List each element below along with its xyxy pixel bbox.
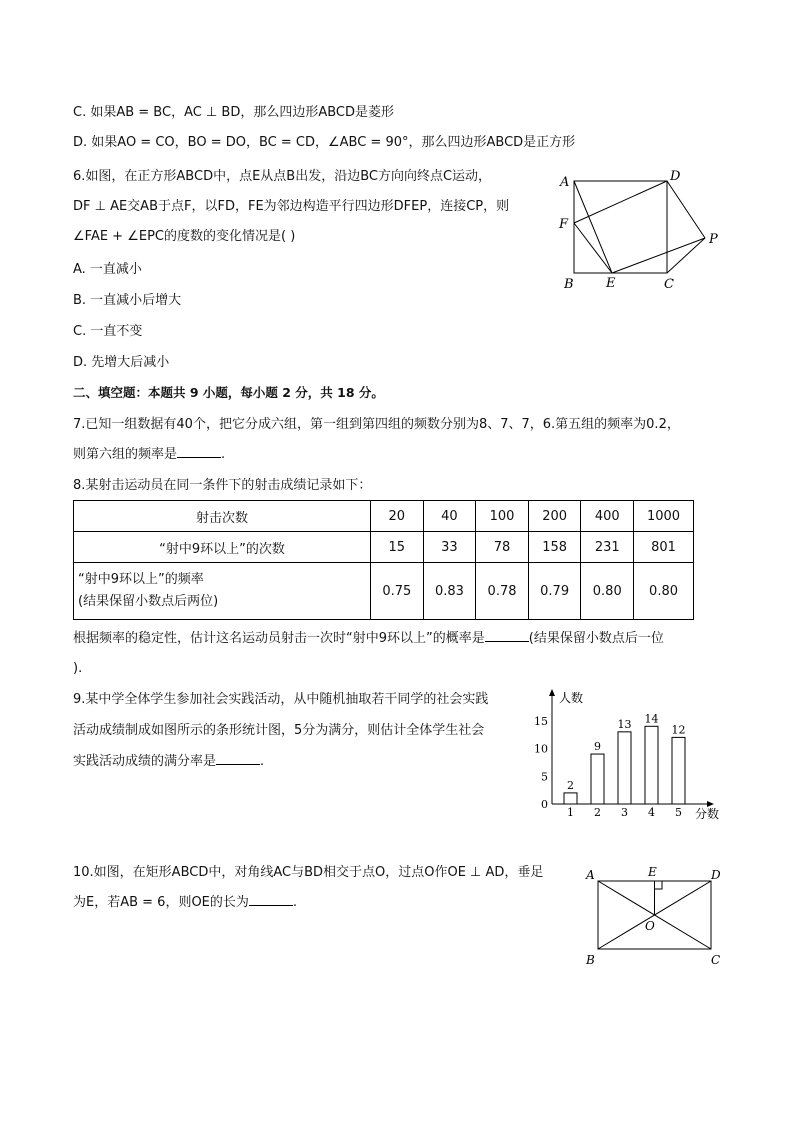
bar xyxy=(591,754,604,804)
table-cell: 231 xyxy=(581,532,634,563)
y-tick-label: 10 xyxy=(534,742,548,756)
table-cell: 1000 xyxy=(634,501,694,532)
x-tick-label: 5 xyxy=(675,806,682,819)
label-c: C xyxy=(711,953,721,967)
q7-period: . xyxy=(221,447,226,462)
row-label-shots: 射击次数 xyxy=(74,501,371,532)
bar xyxy=(645,726,658,804)
q8-answer-blank[interactable] xyxy=(485,629,529,642)
row-label-frequency-b: (结果保留小数点后两位) xyxy=(78,594,219,609)
table-cell: 40 xyxy=(423,501,476,532)
q7-text-line2 xyxy=(73,445,225,465)
q8-after-line2: ). xyxy=(73,661,83,676)
table-row xyxy=(74,532,694,563)
bar-value-label: 12 xyxy=(671,723,686,737)
table-cell: 0.83 xyxy=(423,563,476,620)
table-row xyxy=(74,501,694,532)
q6-square-figure xyxy=(552,165,727,295)
label-b: B xyxy=(586,953,595,967)
table-cell: 400 xyxy=(581,501,634,532)
q6-option-d: D. 先增大后减小 xyxy=(73,355,170,370)
q9-text-line1: 9.某中学全体学生参加社会实践活动，从中随机抽取若干同学的社会实践 xyxy=(73,692,489,707)
row-label-hits: “射中9环以上”的次数 xyxy=(74,532,371,563)
label-f: F xyxy=(559,217,569,232)
table-cell: 0.80 xyxy=(581,563,634,620)
q8-after-text-b: (结果保留小数点后一位 xyxy=(528,631,664,646)
table-cell: 158 xyxy=(528,532,581,563)
table-cell: 0.75 xyxy=(371,563,424,620)
y-tick-label: 5 xyxy=(541,770,548,784)
label-a: A xyxy=(560,175,570,190)
q10-text: 为E，若AB = 6，则OE的长为 xyxy=(73,895,249,910)
q9-text: 实践活动成绩的满分率是 xyxy=(73,754,217,769)
label-d: D xyxy=(711,868,721,882)
q10-period: . xyxy=(292,895,298,910)
q7-text-line1: 7.已知一组数据有40个，把它分成六组，第一组到第四组的频数分别为8、7、7，6.第五组的频率为0.2， xyxy=(73,417,680,432)
q8-after-text: 根据频率的稳定性，估计这名运动员射击一次时“射中9环以上”的概率是 xyxy=(73,631,485,646)
bar-value-label: 2 xyxy=(567,778,574,792)
q9-text-line3 xyxy=(73,752,264,772)
label-e: E xyxy=(606,276,616,291)
option-c-q5: C. 如果AB = BC，AC ⊥ BD，那么四边形ABCD是菱形 xyxy=(73,105,395,120)
q10-text-line2 xyxy=(73,893,297,913)
x-tick-label: 4 xyxy=(648,806,655,819)
bar xyxy=(564,793,577,804)
q8-text: 8.某射击运动员在同一条件下的射击成绩记录如下： xyxy=(73,478,372,493)
q10-answer-blank[interactable] xyxy=(249,893,293,906)
table-cell: 200 xyxy=(528,501,581,532)
q6-option-c: C. 一直不变 xyxy=(73,324,143,339)
q10-text-line1: 10.如图，在矩形ABCD中，对角线AC与BD相交于点O，过点O作OE ⊥ AD，垂足 xyxy=(73,865,544,880)
label-e: E xyxy=(648,865,657,879)
table-cell: 0.80 xyxy=(634,563,694,620)
table-cell: 100 xyxy=(476,501,529,532)
q9-answer-blank[interactable] xyxy=(216,752,260,765)
table-cell: 20 xyxy=(371,501,424,532)
score-bar-chart xyxy=(525,685,725,825)
table-cell: 15 xyxy=(371,532,424,563)
table-cell: 33 xyxy=(423,532,476,563)
label-b: B xyxy=(564,277,574,292)
q7-text: 则第六组的频率是 xyxy=(73,447,178,462)
bar-value-label: 14 xyxy=(644,712,659,726)
bar-value-label: 13 xyxy=(617,717,632,731)
x-tick-label: 1 xyxy=(567,806,574,819)
row-label-frequency-a: “射中9环以上”的频率 xyxy=(78,572,204,587)
q6-option-a: A. 一直减小 xyxy=(73,262,142,277)
option-d-q5: D. 如果AO = CO，BO = DO，BC = CD，∠ABC = 90°，那么四边形ABCD是正方形 xyxy=(73,135,576,150)
y-tick-label: 0 xyxy=(541,798,548,811)
label-o: O xyxy=(645,919,655,933)
q9-text-line2: 活动成绩制成如图所示的条形统计图，5分为满分，则估计全体学生社会 xyxy=(73,723,485,738)
bar xyxy=(672,737,685,804)
table-row xyxy=(74,563,694,620)
q6-text-line1: 6.如图，在正方形ABCD中，点E从点B出发，沿边BC方向向终点C运动， xyxy=(73,169,492,184)
x-tick-label: 2 xyxy=(594,806,601,819)
table-cell: 801 xyxy=(634,532,694,563)
bar-value-label: 9 xyxy=(594,740,601,754)
q10-rectangle-figure xyxy=(580,862,730,972)
q9-period: . xyxy=(260,754,265,769)
label-c: C xyxy=(664,277,674,292)
x-tick-label: 3 xyxy=(621,806,628,819)
y-axis-label: 人数 xyxy=(559,691,584,705)
table-cell: 0.78 xyxy=(476,563,529,620)
shooting-record-table xyxy=(73,500,694,620)
x-axis-label: 分数 xyxy=(695,807,720,821)
y-axis-arrow xyxy=(549,689,555,696)
q6-text-line3: ∠FAE + ∠EPC的度数的变化情况是( ) xyxy=(73,229,296,244)
table-cell: 0.79 xyxy=(528,563,581,620)
label-p: P xyxy=(709,232,718,247)
label-a: A xyxy=(586,868,595,882)
y-tick-label: 15 xyxy=(534,714,548,728)
table-cell: 78 xyxy=(476,532,529,563)
section-heading-fill-blank: 二、填空题：本题共 9 小题，每小题 2 分，共 18 分。 xyxy=(73,385,384,400)
label-d: D xyxy=(670,169,681,184)
bar xyxy=(618,732,631,804)
q6-option-b: B. 一直减小后增大 xyxy=(73,293,182,308)
q7-answer-blank[interactable] xyxy=(177,445,221,458)
row-label-frequency xyxy=(74,563,371,620)
q8-after-line1 xyxy=(73,629,664,649)
q6-text-line2: DF ⊥ AE交AB于点F，以FD，FE为邻边构造平行四边形DFEP，连接CP，则 xyxy=(73,199,510,214)
